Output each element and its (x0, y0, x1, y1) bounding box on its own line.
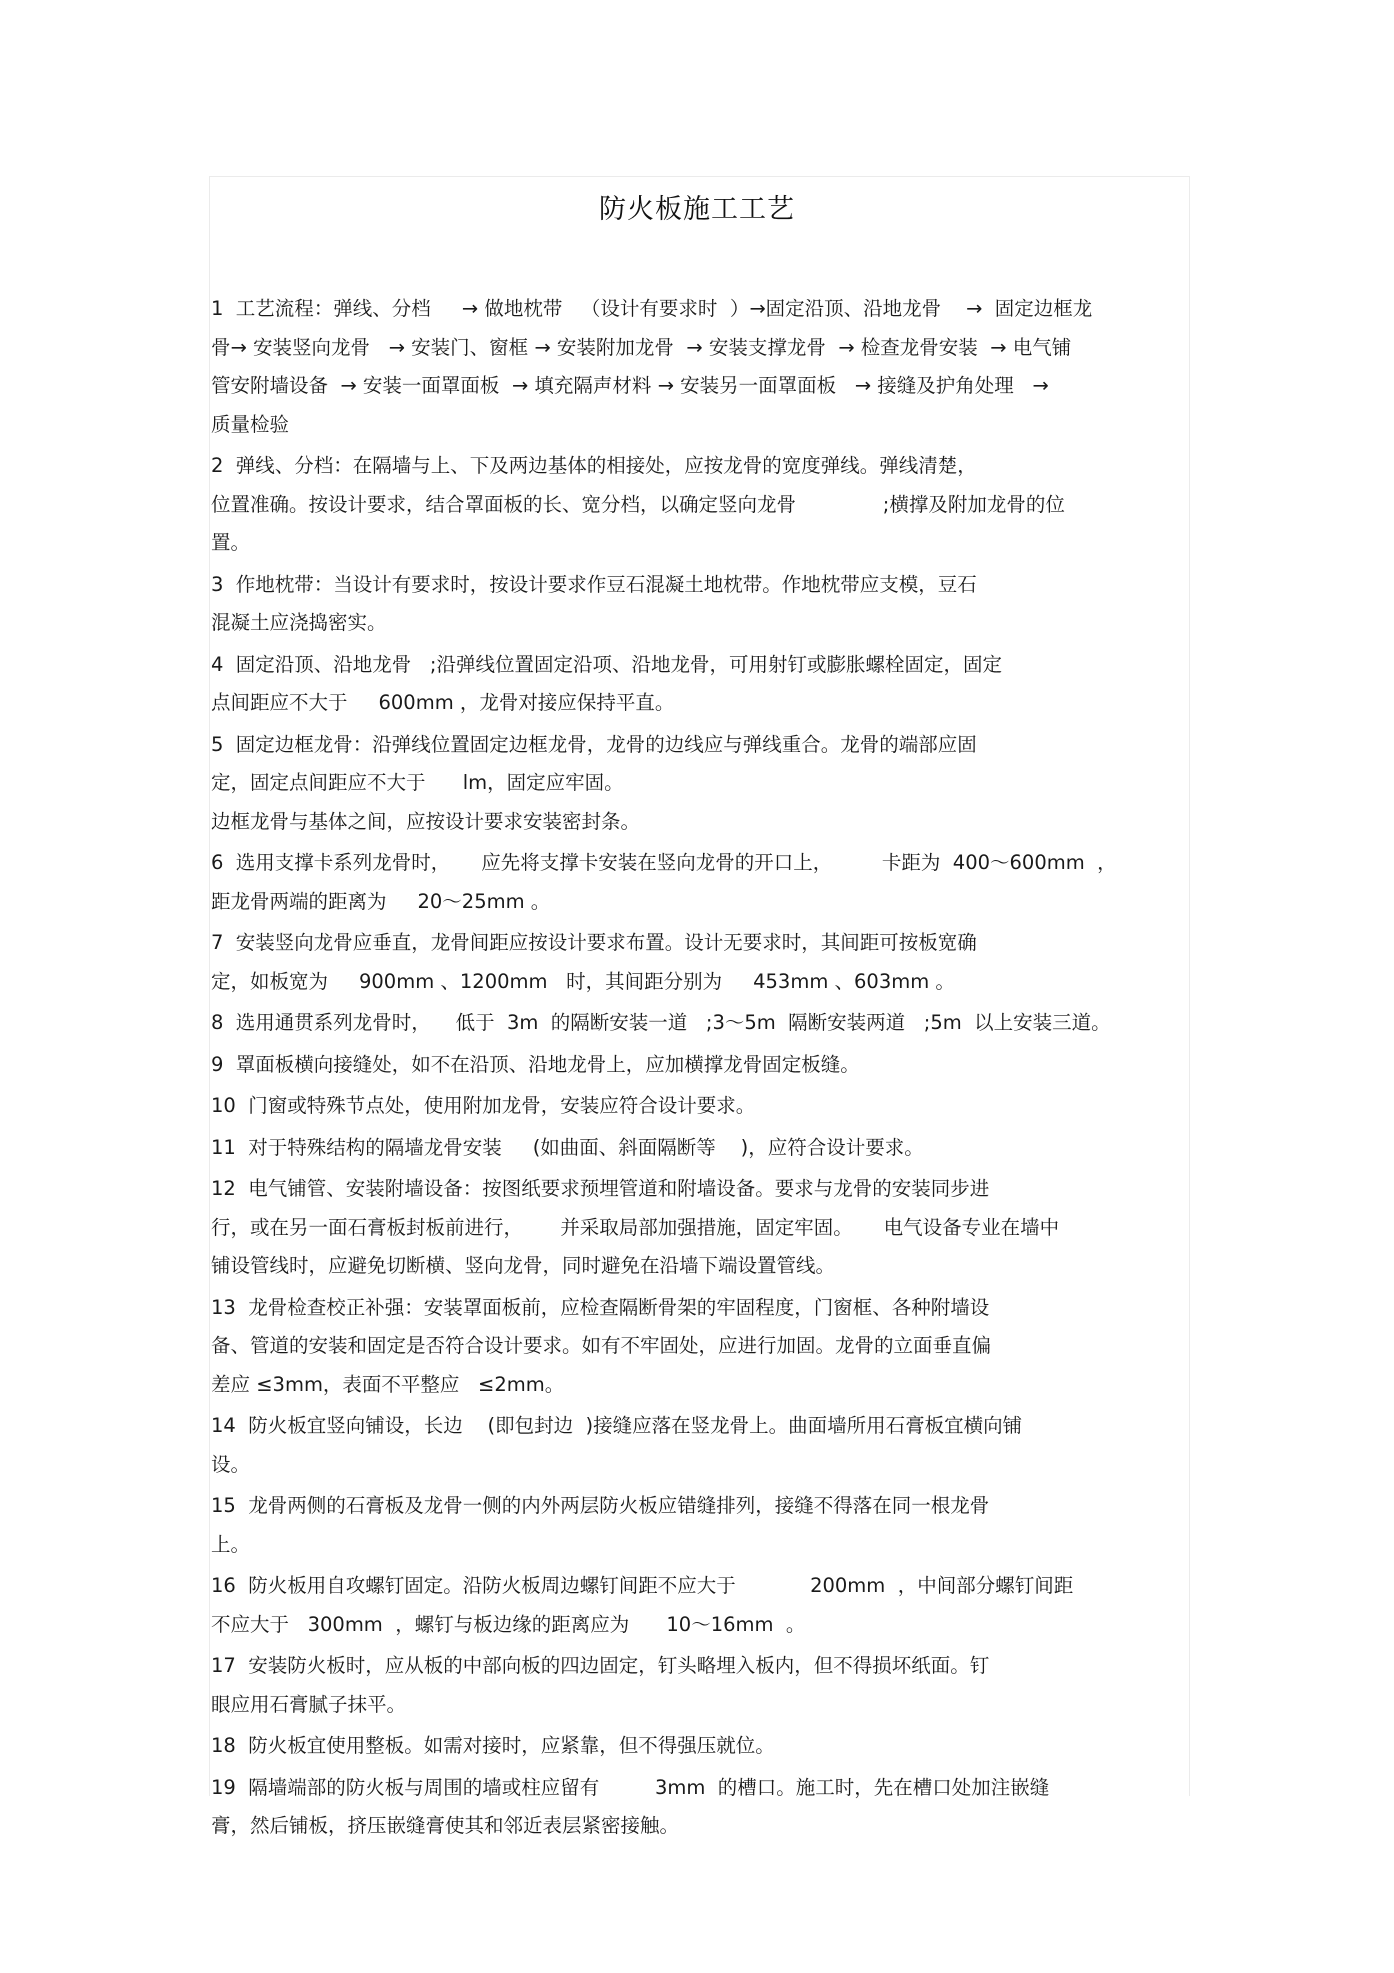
paragraph-line: 上。 (211, 1532, 251, 1556)
paragraph-line: 1 工艺流程：弹线、分档 → 做地枕带 （设计有要求时 ）→固定沿顶、沿地龙骨 → 固定边框龙 (211, 297, 1093, 320)
paragraph-18 (211, 1727, 1196, 1766)
paragraph-17 (211, 1647, 1196, 1724)
paragraph-line: 位置准确。按设计要求，结合罩面板的长、宽分档，以确定竖向龙骨 ;横撑及附加龙骨的位 (211, 492, 1065, 516)
document-body (211, 290, 1196, 1849)
paragraph-line: 眼应用石膏腻子抹平。 (211, 1692, 407, 1716)
paragraph-3 (211, 566, 1196, 643)
paragraph-line: 置。 (211, 531, 251, 554)
paragraph-1 (211, 290, 1196, 444)
paragraph-line: 6 选用支撑卡系列龙骨时， 应先将支撑卡安装在竖向龙骨的开口上， 卡距为 400～600mm ， (211, 851, 1117, 874)
paragraph-line: 膏，然后铺板，挤压嵌缝膏使其和邻近表层紧密接触。 (211, 1814, 680, 1837)
paragraph-12 (211, 1170, 1196, 1286)
paragraph-14 (211, 1407, 1196, 1484)
paragraph-line: 14 防火板宜竖向铺设，长边 (即包封边 )接缝应落在竖龙骨上。曲面墙所用石膏板宜横向铺 (211, 1414, 1023, 1437)
paragraph-line: 管安附墙设备 → 安装一面罩面板 → 填充隔声材料 → 安装另一面罩面板 → 接缝及护角处理 → (211, 374, 1049, 397)
paragraph-8 (211, 1004, 1196, 1043)
paragraph-line: 行，或在另一面石膏板封板前进行， 并采取局部加强措施，固定牢固。 电气设备专业在墙中 (211, 1215, 1060, 1239)
paragraph-7 (211, 924, 1196, 1001)
paragraph-line: 8 选用通贯系列龙骨时， 低于 3m 的隔断安装一道 ;3～5m 隔断安装两道 ;5m 以上安装三道。 (211, 1011, 1111, 1034)
paragraph-line: 18 防火板宜使用整板。如需对接时，应紧靠，但不得强压就位。 (211, 1734, 775, 1757)
paragraph-line: 质量检验 (211, 412, 290, 436)
document-title: 防火板施工工艺 (599, 194, 795, 225)
paragraph-line: 3 作地枕带：当设计有要求时，按设计要求作豆石混凝土地枕带。作地枕带应支模，豆石 (211, 572, 977, 596)
paragraph-line: 13 龙骨检查校正补强：安装罩面板前，应检查隔断骨架的牢固程度，门窗框、各种附墙设 (211, 1295, 990, 1319)
paragraph-line: 12 电气铺管、安装附墙设备：按图纸要求预埋管道和附墙设备。要求与龙骨的安装同步进 (211, 1177, 990, 1200)
paragraph-line: 4 固定沿顶、沿地龙骨 ;沿弹线位置固定沿项、沿地龙骨，可用射钉或膨胀螺栓固定，固定 (211, 652, 1002, 676)
paragraph-13 (211, 1289, 1196, 1405)
paragraph-line: 2 弹线、分档：在隔墙与上、下及两边基体的相接处，应按龙骨的宽度弹线。弹线清楚， (211, 454, 977, 477)
paragraph-line: 19 隔墙端部的防火板与周围的墙或柱应留有 3mm 的槽口。施工时，先在槽口处加注嵌缝 (211, 1775, 1050, 1799)
paragraph-line: 铺设管线时，应避免切断横、竖向龙骨，同时避免在沿墙下端设置管线。 (211, 1254, 836, 1277)
paragraph-6 (211, 844, 1196, 921)
paragraph-line: 边框龙骨与基体之间，应按设计要求安装密封条。 (211, 809, 641, 833)
paragraph-line: 5 固定边框龙骨：沿弹线位置固定边框龙骨，龙骨的边线应与弹线重合。龙骨的端部应固 (211, 732, 977, 756)
paragraph-line: 定，如板宽为 900mm 、1200mm 时，其间距分别为 453mm 、603mm 。 (211, 969, 955, 993)
paragraph-10 (211, 1087, 1196, 1126)
paragraph-16 (211, 1567, 1196, 1644)
paragraph-line: 9 罩面板横向接缝处，如不在沿顶、沿地龙骨上，应加横撑龙骨固定板缝。 (211, 1052, 860, 1076)
paragraph-line: 距龙骨两端的距离为 20～25mm 。 (211, 889, 551, 913)
paragraph-line: 17 安装防火板时，应从板的中部向板的四边固定，钉头略埋入板内，但不得损坏纸面。钉 (211, 1654, 990, 1677)
paragraph-5 (211, 726, 1196, 842)
paragraph-line: 定，固定点间距应不大于 lm，固定应牢固。 (211, 771, 624, 794)
paragraph-line: 差应 ≤3mm，表面不平整应 ≤2mm。 (211, 1372, 565, 1396)
paragraph-4 (211, 646, 1196, 723)
paragraph-9 (211, 1046, 1196, 1085)
paragraph-2 (211, 447, 1196, 563)
paragraph-line: 10 门窗或特殊节点处，使用附加龙骨，安装应符合设计要求。 (211, 1094, 756, 1117)
paragraph-line: 15 龙骨两侧的石膏板及龙骨一侧的内外两层防火板应错缝排列，接缝不得落在同一根龙骨 (211, 1494, 990, 1517)
paragraph-line: 11 对于特殊结构的隔墙龙骨安装 (如曲面、斜面隔断等 )，应符合设计要求。 (211, 1135, 924, 1159)
paragraph-line: 骨→ 安装竖向龙骨 → 安装门、窗框 → 安装附加龙骨 → 安装支撑龙骨 → 检查龙骨安装 → 电气铺 (211, 335, 1072, 359)
paragraph-line: 设。 (211, 1452, 251, 1476)
paragraph-19 (211, 1769, 1196, 1846)
paragraph-line: 点间距应不大于 600mm ，龙骨对接应保持平直。 (211, 691, 675, 714)
paragraph-15 (211, 1487, 1196, 1564)
paragraph-line: 不应大于 300mm ，螺钉与板边缘的距离应为 10～16mm 。 (211, 1612, 806, 1636)
paragraph-line: 16 防火板用自攻螺钉固定。沿防火板周边螺钉间距不应大于 200mm ，中间部分螺钉间距 (211, 1574, 1074, 1597)
paragraph-line: 7 安装竖向龙骨应垂直，龙骨间距应按设计要求布置。设计无要求时，其间距可按板宽确 (211, 931, 977, 954)
paragraph-11 (211, 1129, 1196, 1168)
paragraph-line: 混凝土应浇捣密实。 (211, 611, 387, 634)
paragraph-line: 备、管道的安装和固定是否符合设计要求。如有不牢固处，应进行加固。龙骨的立面垂直偏 (211, 1334, 992, 1357)
